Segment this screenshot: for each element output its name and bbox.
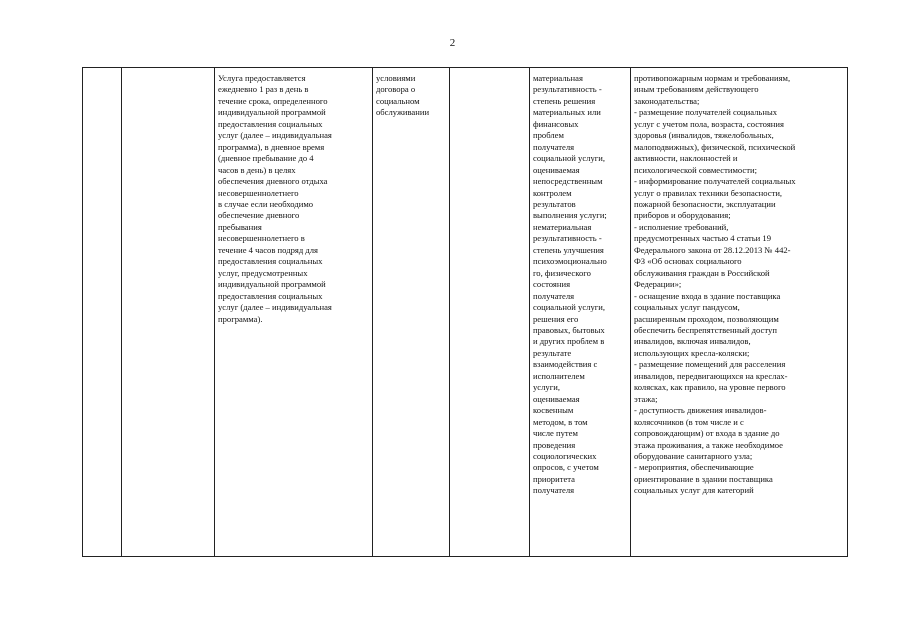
table-cell-number xyxy=(83,68,122,557)
page-number: 2 xyxy=(449,37,456,49)
cell-text: противопожарным нормам и требованиям, иным требованиям действующего законодательства; - размещение получателей социальных услуг с учетом пола, возраста, состояния здоровья (инвалидов, тяжелобольных, малоподвижных), физической, психической активности, наклонностей и психологической совместимости; - информирование получателей социальных услуг о правилах техники безопасности, пожарной безопасности, эксплуатации приборов и оборудования; - исполнение требований, предусмотренных частью 4 статьи 19 Федерального закона от 28.12.2013 № 442- ФЗ «Об основах социального обслуживания граждан в Российской Федерации»; - оснащение входа в здание поставщика социальных услуг пандусом, расширенным проходом, позволяющим обеспечить беспрепятственный доступ инвалидов, включая инвалидов, использующих кресла-коляски; - размещение помещений для расселения инвалидов, передвигающихся на креслах- колясках, как правило, на уровне первого этажа; - доступность движения инвалидов- колясочников (в том числе и с сопровождающим) от входа в здание до этажа проживания, а также необходимое оборудование санитарного узла; - мероприятия, обеспечивающие ориентирование в здании поставщика социальных услуг для категорий xyxy=(634,73,796,496)
cell-text: условиями договора о социальном обслуживании xyxy=(376,73,430,118)
table-cell-effectiveness xyxy=(530,68,631,557)
cell-text: Услуга предоставляется ежедневно 1 раз в день в течение срока, определенного индивидуальной программой предоставления социальных услуг (далее – индивидуальная программа), в дневное время (дневное пребывание до 4 часов в день) в целях обеспечения дневного отдыха несовершеннолетнего в случае если необходимо обеспечение дневного пребывания несовершеннолетнего в течение 4 часов подряд для предоставления социальных услуг, предусмотренных индивидуальной программой предоставления социальных услуг (далее – индивидуальная программа). xyxy=(218,73,332,324)
table-cell-terms xyxy=(373,68,450,557)
table-cell-service-name xyxy=(122,68,215,557)
services-table xyxy=(82,67,848,557)
cell-text: материальная результативность - степень решения материальных или финансовых проблем получателя социальной услуги, оцениваемая непосредственным контролем результатов выполнения услуги; нематериальная результативность - степень улучшения психоэмоционально го, физического состояния получателя социальной услуги, решения его правовых, бытовых и других проблем в результате взаимодействия с исполнителем услуги, оцениваемая косвенным методом, в том числе путем проведения социологических опросов, с учетом приоритета получателя xyxy=(533,73,607,496)
table-row xyxy=(83,68,848,557)
table-cell-requirements xyxy=(631,68,848,557)
table-cell-service-description xyxy=(215,68,373,557)
table-cell-empty xyxy=(450,68,530,557)
